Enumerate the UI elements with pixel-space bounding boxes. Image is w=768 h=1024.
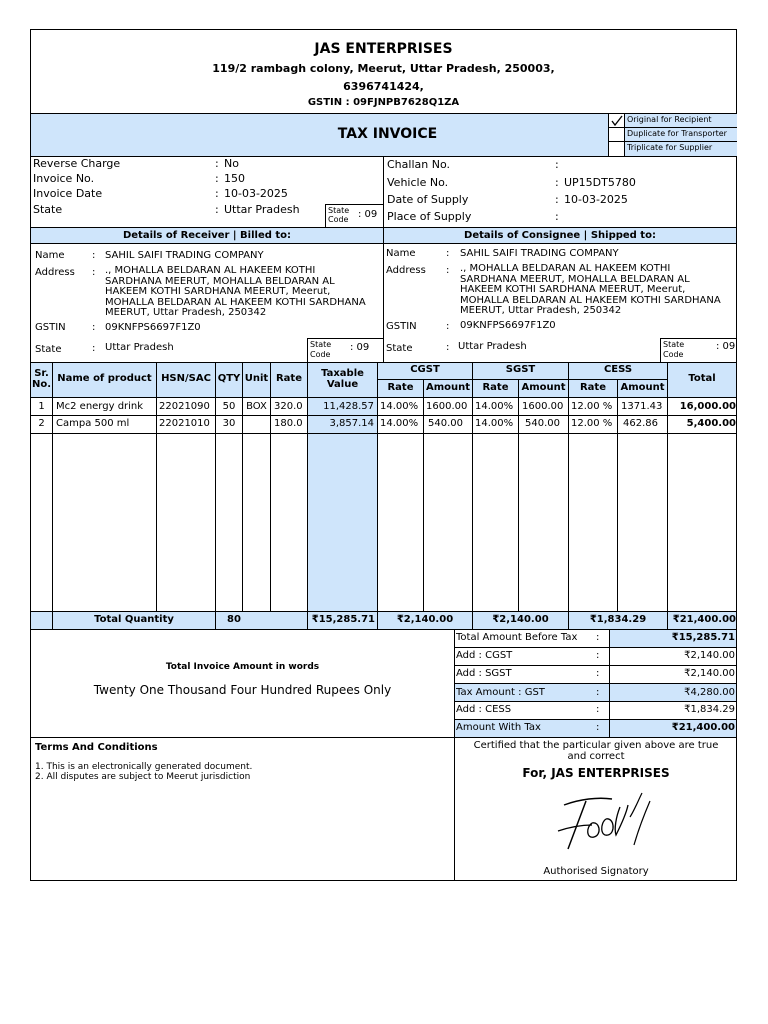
consignee-address-label: Address bbox=[386, 265, 426, 276]
table-row-cell: 1600.00 bbox=[522, 401, 564, 412]
consignee-name-colon: : bbox=[446, 248, 450, 259]
col-qty-header: QTY bbox=[217, 373, 241, 384]
consignee-state-label: State bbox=[386, 343, 413, 354]
state-value: Uttar Pradesh bbox=[224, 203, 300, 216]
original-checkbox[interactable] bbox=[609, 113, 624, 127]
col-product-header: Name of product bbox=[57, 373, 152, 384]
copy-triplicate-label: Triplicate for Supplier bbox=[627, 143, 713, 152]
col-cgst-amount-header: Amount bbox=[425, 382, 471, 393]
copy-original-label: Original for Recipient bbox=[627, 115, 712, 124]
receiver-state: Uttar Pradesh bbox=[105, 342, 174, 353]
summary-before-tax-sep: : bbox=[596, 632, 600, 643]
table-row-cell: 12.00 % bbox=[571, 401, 613, 412]
col-sgst-header: SGST bbox=[505, 364, 536, 375]
col-sr-header-2: No. bbox=[31, 379, 52, 390]
consignee-address: ., MOHALLA BELDARAN AL HAKEEM KOTHI SARDHANA MEERUT, MOHALLA BELDARAN AL HAKEEM KOTHI SARDHANA MEERUT, Meerut, MOHALLA BELDARAN AL HAKEEM KOTHI SARDHANA MEERUT, Uttar Pradesh, 250342 bbox=[460, 263, 721, 316]
invoice-title: TAX INVOICE bbox=[337, 126, 438, 142]
company-address: 119/2 rambagh colony, Meerut, Uttar Pradesh, 250003, bbox=[212, 62, 555, 75]
receiver-name-colon: : bbox=[92, 250, 96, 261]
consignee-gstin: 09KNFPS6697F1Z0 bbox=[460, 320, 556, 331]
summary-before-tax-value: ₹15,285.71 bbox=[671, 632, 735, 643]
table-row-cell: 5,400.00 bbox=[686, 418, 736, 429]
summary-cess-value: ₹1,834.29 bbox=[684, 704, 735, 715]
col-sr-header-1: Sr. bbox=[34, 368, 49, 379]
receiver-address-colon: : bbox=[92, 267, 96, 278]
receiver-gstin-colon: : bbox=[92, 322, 96, 333]
triplicate-checkbox[interactable] bbox=[609, 142, 624, 155]
grand-total-value: ₹21,400.00 bbox=[672, 614, 736, 625]
summary-cgst-sep: : bbox=[596, 650, 600, 661]
state-code-label-1: State bbox=[328, 206, 350, 215]
for-company: For, JAS ENTERPRISES bbox=[522, 766, 670, 780]
table-row-cell: Mc2 energy drink bbox=[56, 401, 144, 412]
invoice-no-value: 150 bbox=[224, 172, 245, 185]
copy-duplicate-label: Duplicate for Transporter bbox=[627, 129, 727, 138]
authorised-signatory: Authorised Signatory bbox=[543, 866, 649, 877]
summary-with-tax-label: Amount With Tax bbox=[456, 722, 541, 733]
consignee-gstin-colon: : bbox=[446, 321, 450, 332]
reverse-charge-value: No bbox=[224, 157, 239, 170]
table-row-cell: 30 bbox=[222, 418, 236, 429]
consignee-state-code-label-2: Code bbox=[663, 350, 684, 359]
consignee-name: SAHIL SAIFI TRADING COMPANY bbox=[460, 248, 619, 259]
table-row-cell: 3,857.14 bbox=[329, 418, 374, 429]
receiver-state-colon: : bbox=[92, 343, 96, 354]
col-sgst-rate-header: Rate bbox=[482, 382, 509, 393]
col-rate-header: Rate bbox=[275, 373, 302, 384]
state-label: State bbox=[33, 203, 63, 216]
summary-cgst-label: Add : CGST bbox=[456, 650, 513, 661]
amount-words-value: Twenty One Thousand Four Hundred Rupees Only bbox=[93, 683, 392, 697]
table-row-cell: 14.00% bbox=[380, 418, 419, 429]
total-taxable-value: ₹15,285.71 bbox=[311, 614, 375, 625]
col-cess-rate-header: Rate bbox=[579, 382, 606, 393]
col-unit-header: Unit bbox=[244, 373, 269, 384]
table-row-cell: 180.0 bbox=[274, 418, 303, 429]
consignee-name-label: Name bbox=[386, 248, 416, 259]
col-total-header: Total bbox=[688, 373, 716, 384]
amount-words-label: Total Invoice Amount in words bbox=[165, 662, 320, 672]
terms-line-1: 1. This is an electronically generated document. bbox=[35, 762, 253, 772]
receiver-state-code-label-1: State bbox=[310, 340, 332, 349]
date-of-supply-value: 10-03-2025 bbox=[564, 193, 628, 206]
total-quantity-label: Total Quantity bbox=[94, 614, 174, 625]
vehicle-no-label: Vehicle No. bbox=[387, 176, 449, 189]
certification-line-2: and correct bbox=[567, 751, 625, 762]
table-row-cell: BOX bbox=[246, 401, 267, 412]
consignee-state-code: : 09 bbox=[716, 341, 736, 352]
table-row-cell: 1 bbox=[38, 401, 45, 412]
invoice-date-label: Invoice Date bbox=[33, 187, 103, 200]
total-cess-value: ₹1,834.29 bbox=[589, 614, 647, 625]
terms-heading: Terms And Conditions bbox=[35, 742, 158, 753]
table-row-cell: 1600.00 bbox=[426, 401, 468, 412]
table-row-cell: Campa 500 ml bbox=[56, 418, 130, 429]
summary-cgst-value: ₹2,140.00 bbox=[684, 650, 735, 661]
consignee-state: Uttar Pradesh bbox=[458, 341, 527, 352]
table-row-cell: 12.00 % bbox=[571, 418, 613, 429]
table-row-cell: 540.00 bbox=[525, 418, 560, 429]
summary-sgst-value: ₹2,140.00 bbox=[684, 668, 735, 679]
checkmark-icon bbox=[609, 114, 624, 128]
table-row-cell: 11,428.57 bbox=[323, 401, 374, 412]
receiver-address: ., MOHALLA BELDARAN AL HAKEEM KOTHI SARDHANA MEERUT, MOHALLA BELDARAN AL HAKEEM KOTHI SARDHANA MEERUT, Meerut, MOHALLA BELDARAN AL HAKEEM KOTHI SARDHANA MEERUT, Uttar Pradesh, 250342 bbox=[105, 265, 366, 318]
summary-cess-sep: : bbox=[596, 704, 600, 715]
table-row-cell: 462.86 bbox=[623, 418, 658, 429]
col-taxable-header-1: Taxable bbox=[321, 368, 364, 379]
consignee-gstin-label: GSTIN bbox=[386, 321, 417, 332]
receiver-gstin: 09KNFPS6697F1Z0 bbox=[105, 322, 201, 333]
vehicle-no-value: UP15DT5780 bbox=[564, 176, 636, 189]
summary-gst-sep: : bbox=[596, 687, 600, 698]
challan-no-sep: : bbox=[555, 158, 559, 171]
invoice-date-sep: : bbox=[215, 187, 219, 200]
state-sep: : bbox=[215, 203, 219, 216]
table-row-cell: 22021090 bbox=[159, 401, 210, 412]
state-code-value: : 09 bbox=[358, 209, 378, 220]
copy-options bbox=[608, 113, 737, 156]
invoice-no-label: Invoice No. bbox=[33, 172, 95, 185]
terms-line-2: 2. All disputes are subject to Meerut jurisdiction bbox=[35, 772, 251, 782]
signature-image bbox=[550, 787, 660, 857]
table-row-cell: 16,000.00 bbox=[679, 401, 736, 412]
col-cess-amount-header: Amount bbox=[620, 382, 665, 393]
summary-with-tax-sep: : bbox=[596, 722, 600, 733]
consignee-state-code-label-1: State bbox=[663, 340, 685, 349]
receiver-state-label: State bbox=[35, 344, 62, 355]
col-hsn-header: HSN/SAC bbox=[161, 373, 211, 384]
company-phone: 6396741424, bbox=[343, 80, 424, 93]
place-of-supply-label: Place of Supply bbox=[387, 210, 472, 223]
vehicle-no-sep: : bbox=[555, 176, 559, 189]
company-gstin: GSTIN : 09FJNPB7628Q1ZA bbox=[307, 97, 460, 108]
date-of-supply-sep: : bbox=[555, 193, 559, 206]
consignee-address-colon: : bbox=[446, 265, 450, 276]
col-taxable-header-2: Value bbox=[326, 379, 359, 390]
receiver-address-label: Address bbox=[35, 267, 75, 278]
place-of-supply-sep: : bbox=[555, 210, 559, 223]
summary-cess-label: Add : CESS bbox=[456, 704, 512, 715]
table-row-cell: 320.0 bbox=[274, 401, 303, 412]
col-sgst-amount-header: Amount bbox=[521, 382, 566, 393]
total-cgst-value: ₹2,140.00 bbox=[396, 614, 454, 625]
reverse-charge-label: Reverse Charge bbox=[33, 157, 121, 170]
summary-sgst-label: Add : SGST bbox=[456, 668, 512, 679]
table-row-cell: 50 bbox=[222, 401, 236, 412]
col-cgst-header: CGST bbox=[410, 364, 440, 375]
receiver-name-label: Name bbox=[35, 250, 65, 261]
total-sgst-value: ₹2,140.00 bbox=[492, 614, 549, 625]
summary-before-tax-label: Total Amount Before Tax bbox=[456, 632, 578, 643]
receiver-name: SAHIL SAIFI TRADING COMPANY bbox=[105, 250, 264, 261]
summary-gst-value: ₹4,280.00 bbox=[684, 687, 735, 698]
challan-no-label: Challan No. bbox=[387, 158, 450, 171]
col-cess-header: CESS bbox=[603, 364, 633, 375]
duplicate-checkbox[interactable] bbox=[609, 128, 624, 141]
company-name: JAS ENTERPRISES bbox=[314, 41, 453, 57]
table-row-cell: 2 bbox=[38, 418, 45, 429]
date-of-supply-label: Date of Supply bbox=[387, 193, 469, 206]
summary-sgst-sep: : bbox=[596, 668, 600, 679]
invoice-no-sep: : bbox=[215, 172, 219, 185]
table-row-cell: 22021010 bbox=[159, 418, 210, 429]
consignee-state-colon: : bbox=[446, 342, 450, 353]
table-row-cell: 14.00% bbox=[475, 418, 514, 429]
table-row-cell: 540.00 bbox=[428, 418, 463, 429]
total-quantity-value: 80 bbox=[227, 614, 241, 625]
state-code-label-2: Code bbox=[328, 215, 349, 224]
col-cgst-rate-header: Rate bbox=[387, 382, 414, 393]
receiver-state-code-label-2: Code bbox=[310, 350, 331, 359]
table-row-cell: 14.00% bbox=[380, 401, 419, 412]
invoice-date-value: 10-03-2025 bbox=[224, 187, 288, 200]
table-row-cell: 14.00% bbox=[475, 401, 514, 412]
certification-line-1: Certified that the particular given above are true bbox=[473, 740, 719, 751]
reverse-charge-sep: : bbox=[215, 157, 219, 170]
summary-with-tax-value: ₹21,400.00 bbox=[671, 722, 735, 733]
consignee-heading: Details of Consignee | Shipped to: bbox=[464, 230, 656, 241]
receiver-state-code: : 09 bbox=[350, 342, 370, 353]
table-row-cell: 1371.43 bbox=[621, 401, 663, 412]
receiver-gstin-label: GSTIN bbox=[35, 322, 66, 333]
receiver-heading: Details of Receiver | Billed to: bbox=[122, 230, 292, 241]
summary-gst-label: Tax Amount : GST bbox=[456, 687, 545, 698]
